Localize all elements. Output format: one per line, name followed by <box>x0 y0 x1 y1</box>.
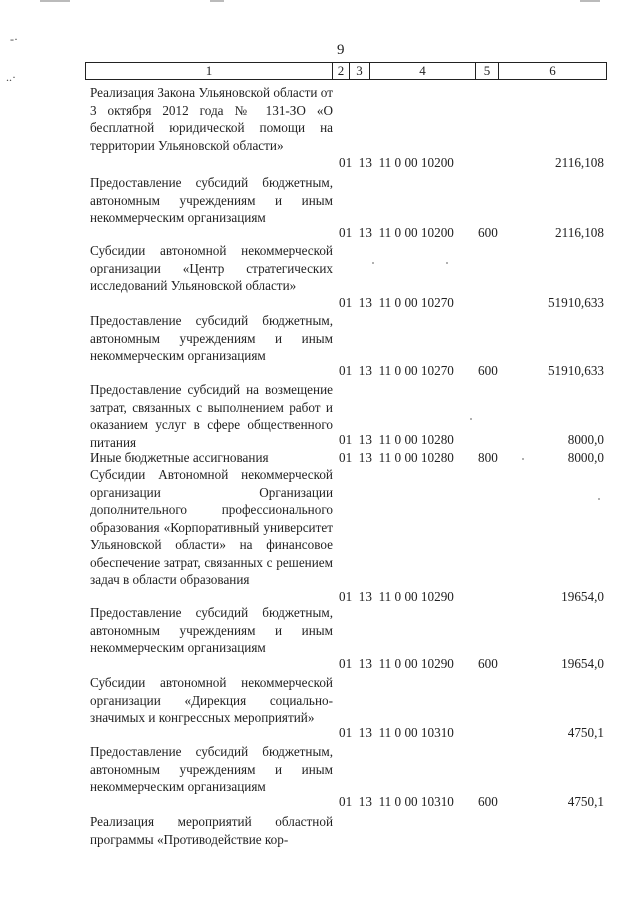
row-vr: 600 <box>478 225 498 240</box>
row-description: Реализация Закона Ульяновской области от 3 октября 2012 года № 131-ЗО «О бесплатной юридической помощи на территории Ульяновской области» <box>90 85 333 153</box>
row-pr: 13 <box>358 725 372 740</box>
row-pr: 13 <box>358 450 372 465</box>
row-csr: 11 0 00 10310 <box>378 794 454 809</box>
header-col-2: 2 <box>333 63 350 79</box>
row-description: Предоставление субсидий бюджетным, автономным учреждениям и иным некоммерческим организациям <box>90 605 333 655</box>
row-pr: 13 <box>358 589 372 604</box>
row-amount: 2116,108 <box>555 155 604 170</box>
row-csr: 11 0 00 10200 <box>378 225 454 240</box>
scan-speck <box>446 262 448 264</box>
row-codes <box>339 154 454 172</box>
scan-speck <box>470 418 472 420</box>
row-rz: 01 <box>339 225 353 240</box>
header-col-6: 6 <box>549 63 556 78</box>
scan-speck <box>598 498 600 500</box>
row-vr: 600 <box>478 363 498 378</box>
row-pr: 13 <box>358 155 372 170</box>
row-vr: 800 <box>478 450 498 465</box>
page-number: 9 <box>337 42 345 58</box>
row-rz: 01 <box>339 363 353 378</box>
scan-smudge <box>40 0 70 2</box>
row-codes <box>339 431 454 449</box>
row-description: Субсидии Автономной некоммерческой организации Организации дополнительного профессионального образования «Корпоративный университет Ульяновской области» на финансовое обеспечение затрат, связанных с решением задач в области образования <box>90 467 333 587</box>
margin-mark: -· <box>10 32 18 46</box>
row-vr: 600 <box>478 794 498 809</box>
row-pr: 13 <box>358 295 372 310</box>
row-amount: 4750,1 <box>567 794 604 809</box>
row-codes <box>339 793 454 811</box>
row-csr: 11 0 00 10280 <box>378 432 454 447</box>
table-header <box>85 62 607 80</box>
row-rz: 01 <box>339 725 353 740</box>
row-description: Субсидии автономной некоммерческой организации «Центр стратегических исследований Ульяновской области» <box>90 243 333 293</box>
row-csr: 11 0 00 10290 <box>378 656 454 671</box>
row-csr: 11 0 00 10270 <box>378 295 454 310</box>
row-pr: 13 <box>358 225 372 240</box>
header-col-1: 1 <box>86 63 333 79</box>
scan-speck <box>522 458 524 460</box>
row-csr: 11 0 00 10310 <box>378 725 454 740</box>
row-codes <box>339 362 454 380</box>
row-amount: 51910,633 <box>547 295 604 310</box>
row-codes <box>339 724 454 742</box>
header-col-4: 4 <box>370 63 476 79</box>
scan-smudge <box>210 0 224 2</box>
row-codes <box>339 294 454 312</box>
row-codes <box>339 449 454 467</box>
row-rz: 01 <box>339 450 353 465</box>
row-description: Предоставление субсидий бюджетным, автономным учреждениям и иным некоммерческим организациям <box>90 744 333 794</box>
row-description: Субсидии автономной некоммерческой организации «Дирекция социально-значимых и конгрессных мероприятий» <box>90 675 333 725</box>
row-vr: 600 <box>478 656 498 671</box>
row-pr: 13 <box>358 656 372 671</box>
row-rz: 01 <box>339 656 353 671</box>
row-description: Иные бюджетные ассигнования <box>90 450 269 465</box>
row-description: Предоставление субсидий на возмещение затрат, связанных с выполнением работ и оказанием услуг в сфере общественного питания <box>90 382 333 450</box>
header-col-5: 5 <box>476 63 499 79</box>
row-amount: 19654,0 <box>561 656 604 671</box>
row-rz: 01 <box>339 432 353 447</box>
scan-speck <box>372 262 374 264</box>
row-pr: 13 <box>358 794 372 809</box>
scan-smudge <box>580 0 600 2</box>
row-csr: 11 0 00 10280 <box>378 450 454 465</box>
row-rz: 01 <box>339 794 353 809</box>
header-col-3: 3 <box>350 63 370 79</box>
row-amount: 2116,108 <box>555 225 604 240</box>
row-amount: 8000,0 <box>567 432 604 447</box>
row-rz: 01 <box>339 155 353 170</box>
row-rz: 01 <box>339 589 353 604</box>
row-description: Предоставление субсидий бюджетным, автономным учреждениям и иным некоммерческим организациям <box>90 175 333 225</box>
row-csr: 11 0 00 10290 <box>378 589 454 604</box>
row-amount: 51910,633 <box>547 363 604 378</box>
row-description: Предоставление субсидий бюджетным, автономным учреждениям и иным некоммерческим организациям <box>90 313 333 363</box>
row-codes <box>339 588 454 606</box>
row-csr: 11 0 00 10200 <box>378 155 454 170</box>
row-pr: 13 <box>358 363 372 378</box>
margin-mark: ..· <box>6 70 16 84</box>
row-description: Реализация мероприятий областной программы «Противодействие кор- <box>90 814 333 847</box>
row-amount: 8000,0 <box>567 450 604 465</box>
row-codes <box>339 224 454 242</box>
row-amount: 4750,1 <box>567 725 604 740</box>
row-csr: 11 0 00 10270 <box>378 363 454 378</box>
row-rz: 01 <box>339 295 353 310</box>
row-codes <box>339 655 454 673</box>
row-amount: 19654,0 <box>561 589 604 604</box>
row-pr: 13 <box>358 432 372 447</box>
